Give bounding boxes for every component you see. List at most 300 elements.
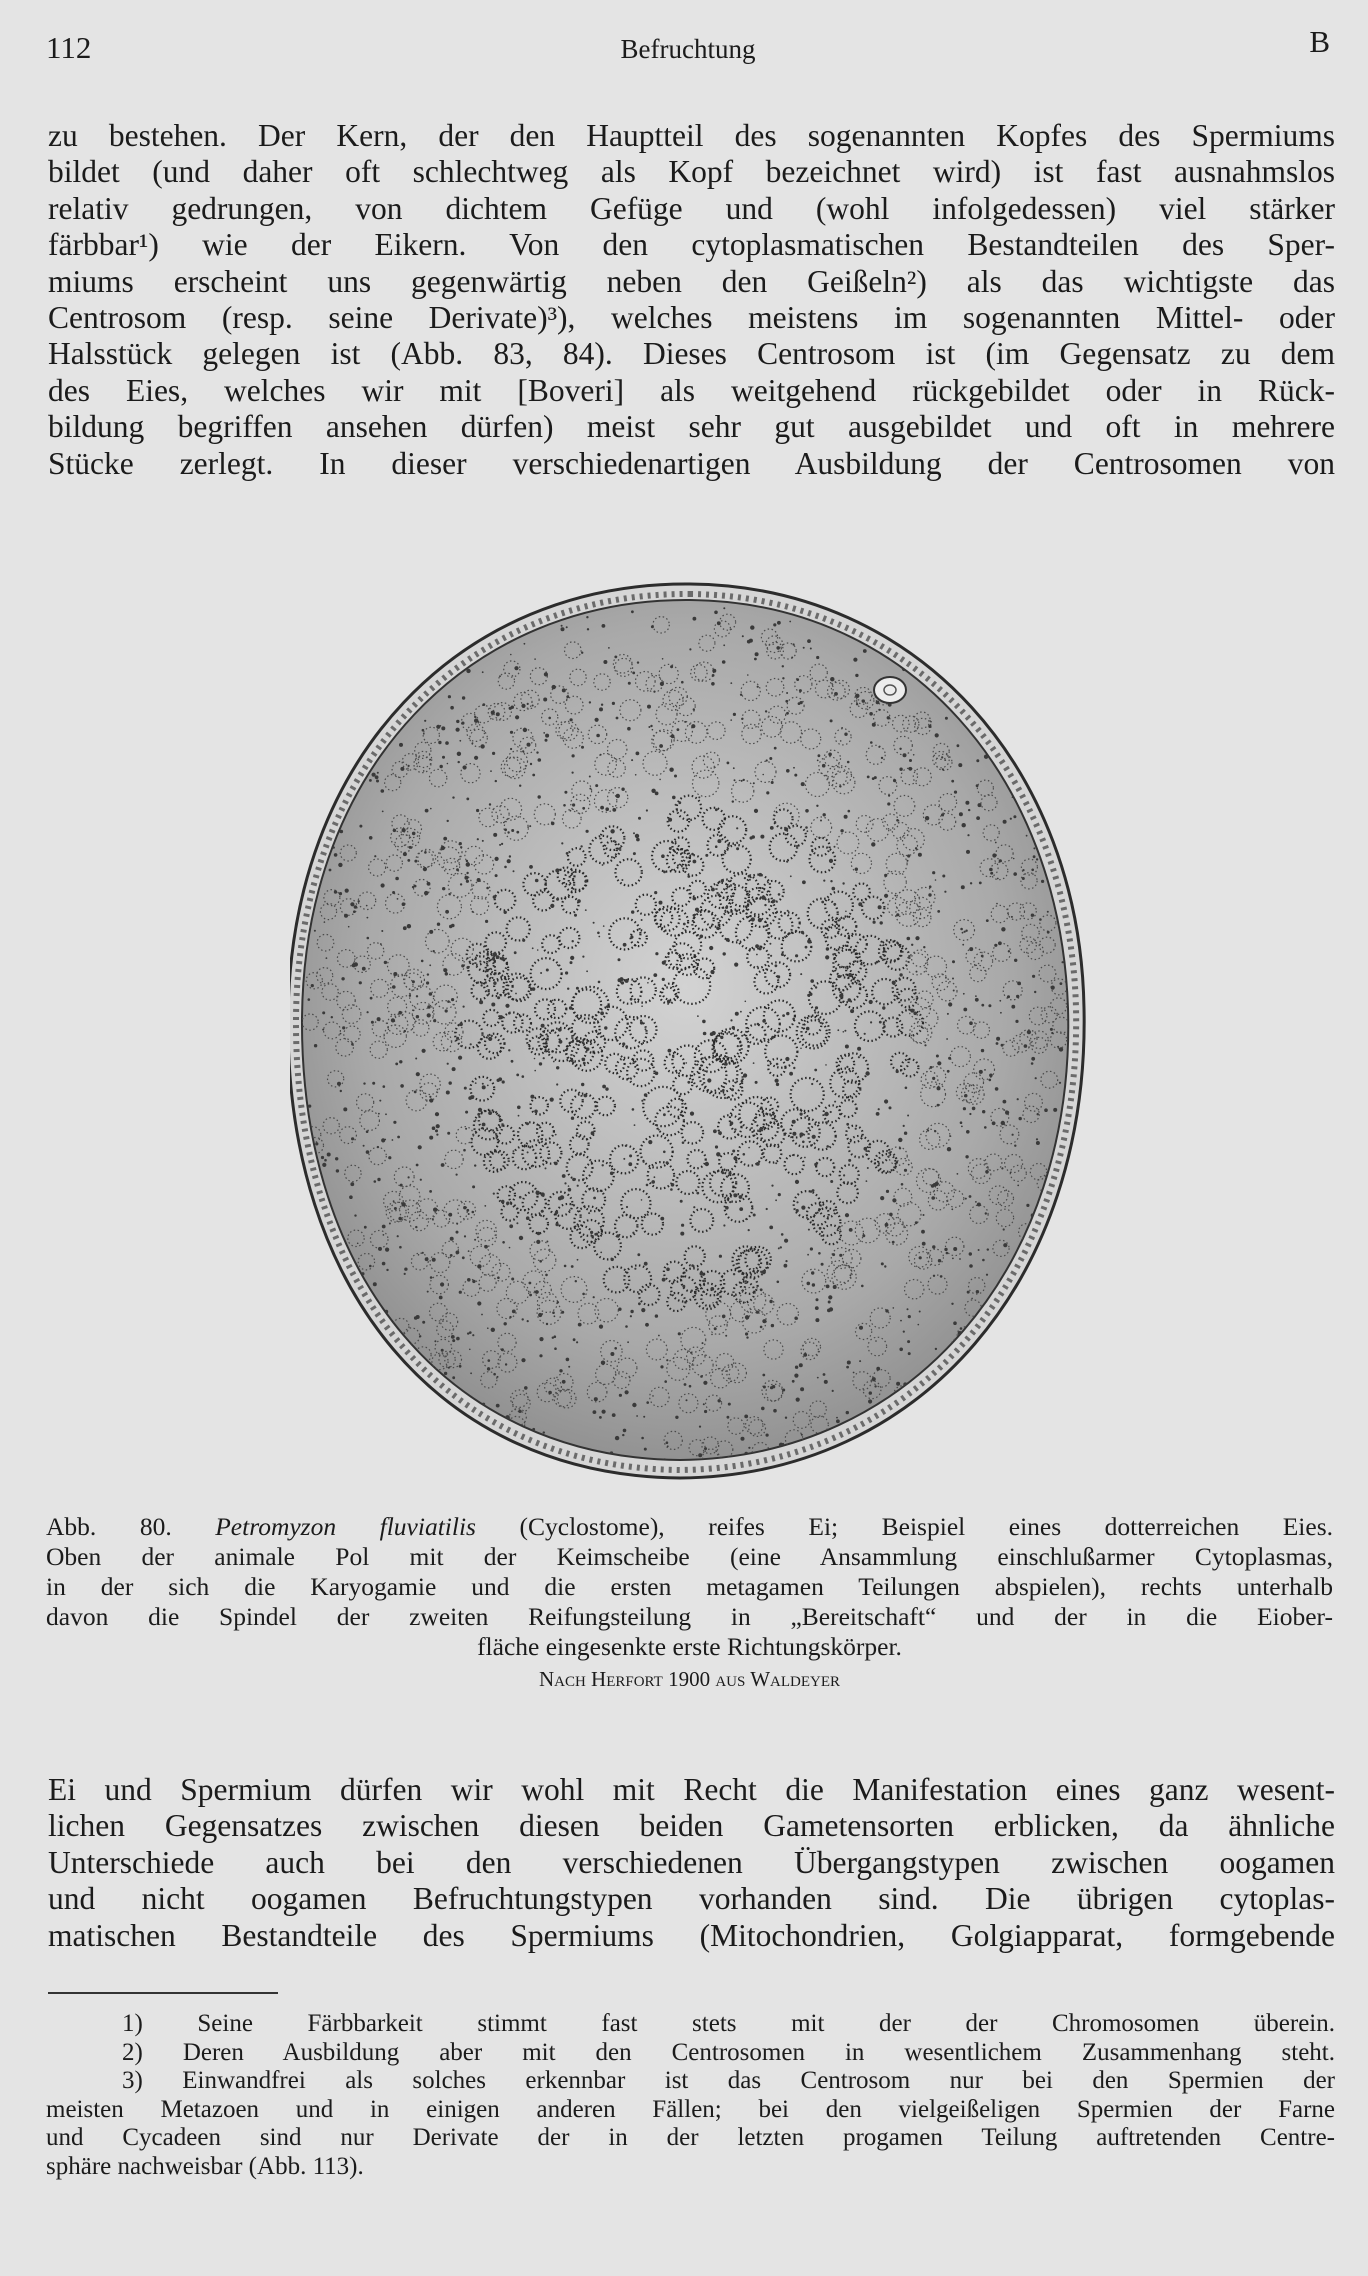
stipple-dot [932,1245,935,1248]
stipple-dot [481,984,483,986]
stipple-dot [916,971,918,973]
stipple-dot [816,1298,819,1301]
stipple-dot [1017,982,1021,986]
stipple-dot [369,836,373,840]
stipple-dot [329,869,332,872]
stipple-dot [919,1311,921,1313]
stipple-dot [381,883,385,887]
stipple-dot [419,1335,421,1337]
stipple-dot [836,1417,838,1419]
stipple-dot [909,759,912,762]
stipple-dot [977,1203,981,1207]
stipple-dot [411,1417,414,1420]
stipple-dot [876,961,879,964]
stipple-dot [684,1383,687,1386]
stipple-dot [933,1275,935,1277]
stipple-dot [478,1108,482,1112]
stipple-dot [782,1014,785,1017]
stipple-dot [518,1115,520,1117]
stipple-dot [967,834,969,836]
stipple-dot [474,1239,476,1241]
stipple-dot [775,1199,777,1201]
stipple-dot [434,1340,436,1342]
stipple-dot [582,807,585,810]
stipple-dot [772,1385,775,1388]
stipple-dot [598,981,601,984]
stipple-dot [663,1151,666,1154]
stipple-dot [986,1274,988,1276]
stipple-dot [312,1231,314,1233]
stipple-dot [917,1401,920,1404]
text-line: Ei und Spermium dürfen wir wohl mit Recht die Manifestation eines ganz wesent- [48,1772,1335,1807]
stipple-dot [422,729,425,732]
stipple-dot [477,1113,480,1116]
stipple-dot [696,1192,699,1195]
stipple-dot [975,995,977,997]
stipple-dot [675,804,677,806]
stipple-dot [362,967,366,971]
stipple-dot [1031,914,1034,917]
stipple-dot [570,956,574,960]
stipple-dot [1036,858,1038,860]
stipple-dot [635,774,637,776]
stipple-dot [379,1100,381,1102]
stipple-dot [945,977,947,979]
stipple-dot [433,950,435,952]
stipple-dot [517,1106,521,1110]
stipple-dot [435,1112,439,1116]
caption-line: davon die Spindel der zweiten Reifungsteilung in „Bereitschaft“ und der in die Eiober- [46,1602,1333,1631]
stipple-dot [491,711,495,715]
stipple-dot [375,661,377,663]
stipple-dot [352,656,355,659]
stipple-dot [589,776,591,778]
stipple-dot [346,1398,350,1402]
stipple-dot [556,1083,558,1085]
stipple-dot [984,1069,986,1071]
stipple-dot [441,1349,444,1352]
stipple-dot [911,944,913,946]
stipple-dot [501,1200,505,1204]
stipple-dot [777,1281,780,1284]
stipple-dot [400,1084,404,1088]
stipple-dot [406,1378,409,1381]
text-line: matischen Bestandteile des Spermiums (Mitochondrien, Golgiapparat, formgebende [48,1917,1335,1953]
stipple-dot [564,1182,566,1184]
stipple-dot [1001,1167,1003,1169]
stipple-dot [341,977,344,980]
stipple-dot [834,846,836,848]
stipple-dot [963,993,965,995]
stipple-dot [568,1185,570,1187]
stipple-dot [395,651,398,654]
stipple-dot [502,1080,505,1083]
stipple-dot [1049,679,1051,681]
stipple-dot [807,639,811,643]
stipple-dot [507,831,509,833]
stipple-dot [767,932,769,934]
stipple-dot [486,969,489,972]
stipple-dot [507,859,511,863]
stipple-dot [1031,869,1034,872]
stipple-dot [414,1091,417,1094]
stipple-dot [1055,792,1057,794]
stipple-dot [815,1306,819,1310]
stipple-dot [723,644,725,646]
stipple-dot [545,734,549,738]
stipple-dot [599,707,603,711]
stipple-dot [632,1108,635,1111]
stipple-dot [600,1011,604,1015]
stipple-dot [700,1375,703,1378]
stipple-dot [334,853,338,857]
stipple-dot [878,709,880,711]
stipple-dot [834,692,838,696]
stipple-dot [427,1291,429,1293]
stipple-dot [317,1384,320,1387]
stipple-dot [541,1192,545,1196]
stipple-dot [327,1153,331,1157]
stipple-dot [600,1252,602,1254]
stipple-dot [653,691,655,693]
stipple-dot [567,988,569,990]
stipple-dot [850,1009,854,1013]
stipple-dot [644,1262,648,1266]
stipple-dot [753,1268,755,1270]
stipple-dot [336,1169,339,1172]
stipple-dot [523,728,527,732]
stipple-dot [840,740,842,742]
stipple-dot [908,1352,911,1355]
stipple-dot [900,1320,902,1322]
stipple-dot [466,669,470,673]
stipple-dot [730,1019,732,1021]
stipple-dot [1021,1284,1025,1288]
stipple-dot [368,1389,370,1391]
stipple-dot [949,1460,951,1462]
stipple-dot [430,808,432,810]
caption-line-rest: (Cyclostome), reifes Ei; Beispiel eines dotterreichen Eies. [519,1512,1333,1541]
stipple-dot [504,911,507,914]
stipple-dot [466,872,468,874]
stipple-dot [537,1232,540,1235]
stipple-dot [629,1154,632,1157]
stipple-dot [829,1307,833,1311]
stipple-dot [971,1375,974,1378]
stipple-dot [432,1258,436,1262]
stipple-dot [762,1019,766,1023]
stipple-dot [811,1083,813,1085]
stipple-dot [777,621,781,625]
stipple-dot [963,1107,966,1110]
stipple-dot [821,1263,824,1266]
stipple-dot [913,1012,917,1016]
stipple-dot [675,841,677,843]
stipple-dot [989,1074,993,1078]
stipple-dot [441,846,445,850]
stipple-dot [1069,665,1073,669]
stipple-dot [1028,1334,1032,1338]
stipple-dot [747,674,749,676]
stipple-dot [1030,758,1033,761]
stipple-dot [932,1077,935,1080]
stipple-dot [1016,995,1019,998]
stipple-dot [365,1461,367,1463]
stipple-dot [459,842,462,845]
stipple-dot [1061,783,1065,787]
stipple-dot [569,1006,573,1010]
stipple-dot [1000,1315,1004,1319]
stipple-dot [981,1049,984,1052]
stipple-dot [538,602,542,606]
stipple-dot [602,864,604,866]
stipple-dot [399,743,403,747]
stipple-dot [551,822,555,826]
stipple-dot [521,1358,525,1362]
stipple-dot [807,994,810,997]
stipple-dot [948,1057,951,1060]
stipple-dot [885,615,887,617]
stipple-dot [1048,729,1050,731]
stipple-dot [445,741,449,745]
stipple-dot [693,897,697,901]
stipple-dot [969,1252,972,1255]
stipple-dot [718,1399,721,1402]
stipple-dot [389,1223,391,1225]
stipple-dot [318,828,321,831]
stipple-dot [399,1246,402,1249]
stipple-dot [340,730,344,734]
stipple-dot [669,847,672,850]
stipple-dot [734,963,738,967]
caption-label: Abb. 80. [46,1512,172,1541]
stipple-dot [540,1215,542,1217]
stipple-dot [864,1033,866,1035]
stipple-dot [833,1285,837,1289]
stipple-dot [493,1373,496,1376]
stipple-dot [775,964,778,967]
stipple-dot [690,1112,694,1116]
stipple-dot [306,1423,308,1425]
stipple-dot [511,1446,514,1449]
stipple-dot [1039,918,1042,921]
stipple-dot [370,997,373,1000]
stipple-dot [751,917,755,921]
stipple-dot [577,899,581,903]
text-line: Unterschiede auch bei den verschiedenen Übergangstypen zwischen oogamen [48,1844,1335,1880]
text-line: lichen Gegensatzes zwischen diesen beiden Gametensorten erblicken, da ähnliche [48,1808,1335,1844]
stipple-dot [416,995,418,997]
stipple-dot [681,681,684,684]
stipple-dot [452,1339,455,1342]
stipple-dot [924,1044,926,1046]
stipple-dot [733,1193,737,1197]
stipple-dot [1001,607,1004,610]
stipple-dot [893,779,896,782]
stipple-dot [474,719,478,723]
stipple-dot [314,1044,317,1047]
stipple-dot [896,1070,899,1073]
stipple-dot [653,973,657,977]
stipple-dot [326,957,328,959]
stipple-dot [805,826,808,829]
figure-caption [46,1512,1333,1694]
stipple-dot [762,896,766,900]
stipple-dot [774,747,777,750]
stipple-dot [737,1045,739,1047]
stipple-dot [836,1419,840,1423]
stipple-dot [381,650,383,652]
stipple-dot [770,826,774,830]
stipple-dot [366,627,370,631]
stipple-dot [570,961,573,964]
stipple-dot [725,1063,728,1066]
stipple-dot [454,615,456,617]
stipple-dot [472,1454,475,1457]
caption-line: fläche eingesenkte erste Richtungskörper. [477,1632,902,1661]
stipple-dot [526,1216,530,1220]
caption-line: Oben der animale Pol mit der Keimscheibe (eine Ansammlung einschlußarmer Cytoplasmas, [46,1542,1333,1571]
stipple-dot [812,1135,816,1139]
stipple-dot [878,746,880,748]
stipple-dot [314,930,316,932]
stipple-dot [918,853,922,857]
stipple-dot [437,923,440,926]
stipple-dot [497,996,500,999]
stipple-dot [466,1209,469,1212]
stipple-dot [625,1390,629,1394]
stipple-dot [527,703,529,705]
stipple-dot [882,1006,885,1009]
stipple-dot [818,1252,821,1255]
stipple-dot [792,1154,794,1156]
stipple-dot [668,1049,672,1053]
stipple-dot [438,741,441,744]
stipple-dot [901,1183,904,1186]
stipple-dot [557,1301,559,1303]
stipple-dot [932,871,935,874]
stipple-dot [457,752,461,756]
stipple-dot [976,784,979,787]
stipple-dot [915,1221,918,1224]
stipple-dot [711,682,715,686]
stipple-dot [393,1200,395,1202]
stipple-dot [354,905,358,909]
stipple-dot [1011,1005,1015,1009]
stipple-dot [443,968,447,972]
stipple-dot [1051,623,1055,627]
footnote-divider [48,1992,278,1994]
stipple-dot [733,767,735,769]
stipple-dot [825,1121,827,1123]
stipple-dot [491,1328,495,1332]
stipple-dot [937,1061,941,1065]
stipple-dot [513,1150,515,1152]
stipple-dot [414,1316,418,1320]
stipple-dot [583,1062,586,1065]
stipple-dot [655,952,658,955]
stipple-dot [662,961,666,965]
stipple-dot [489,803,491,805]
caption-source: Nach Herfort 1900 aus Waldeyer [538,1667,841,1691]
stipple-dot [326,635,329,638]
stipple-dot [1005,1391,1009,1395]
stipple-dot [482,671,484,673]
stipple-dot [1044,1108,1048,1112]
stipple-dot [538,795,541,798]
stipple-dot [1003,1228,1005,1230]
stipple-dot [535,879,539,883]
stipple-dot [519,1196,522,1199]
stipple-dot [462,696,465,699]
stipple-dot [938,1259,941,1262]
stipple-dot [482,840,484,842]
stipple-dot [650,725,652,727]
stipple-dot [885,1309,888,1312]
stipple-dot [990,872,993,875]
stipple-dot [557,964,559,966]
stipple-dot [996,1042,999,1045]
stipple-dot [475,1119,477,1121]
stipple-dot [433,1208,437,1212]
stipple-dot [953,1378,957,1382]
stipple-dot [1000,1012,1002,1014]
stipple-dot [875,1340,877,1342]
stipple-dot [366,905,368,907]
stipple-dot [908,1164,910,1166]
stipple-dot [680,1200,683,1203]
stipple-dot [666,1441,669,1444]
stipple-dot [1032,658,1036,662]
stipple-dot [981,1004,984,1007]
stipple-dot [784,1264,788,1268]
stipple-dot [993,677,996,680]
stipple-dot [781,1233,784,1236]
stipple-dot [427,973,429,975]
stipple-dot [447,1132,450,1135]
stipple-dot [830,1111,832,1113]
stipple-dot [995,1087,999,1091]
stipple-dot [315,1142,318,1145]
stipple-dot [399,1060,402,1063]
stipple-dot [749,879,751,881]
stipple-dot [454,1457,458,1461]
stipple-dot [880,921,883,924]
stipple-dot [1011,916,1013,918]
stipple-dot [595,718,599,722]
stipple-dot [743,1276,745,1278]
stipple-dot [870,1435,874,1439]
stipple-dot [672,1056,674,1058]
stipple-dot [312,728,316,732]
stipple-dot [655,1314,658,1317]
stipple-dot [907,937,911,941]
stipple-dot [469,1331,472,1334]
stipple-dot [695,908,699,912]
stipple-dot [947,1013,949,1015]
stipple-dot [1006,746,1008,748]
stipple-dot [1062,602,1066,606]
stipple-dot [559,1369,562,1372]
stipple-dot [377,672,380,675]
stipple-dot [799,1132,803,1136]
stipple-dot [391,1018,395,1022]
stipple-dot [481,1314,483,1316]
stipple-dot [643,1416,645,1418]
stipple-dot [492,752,495,755]
stipple-dot [1042,1358,1044,1360]
stipple-dot [515,993,517,995]
